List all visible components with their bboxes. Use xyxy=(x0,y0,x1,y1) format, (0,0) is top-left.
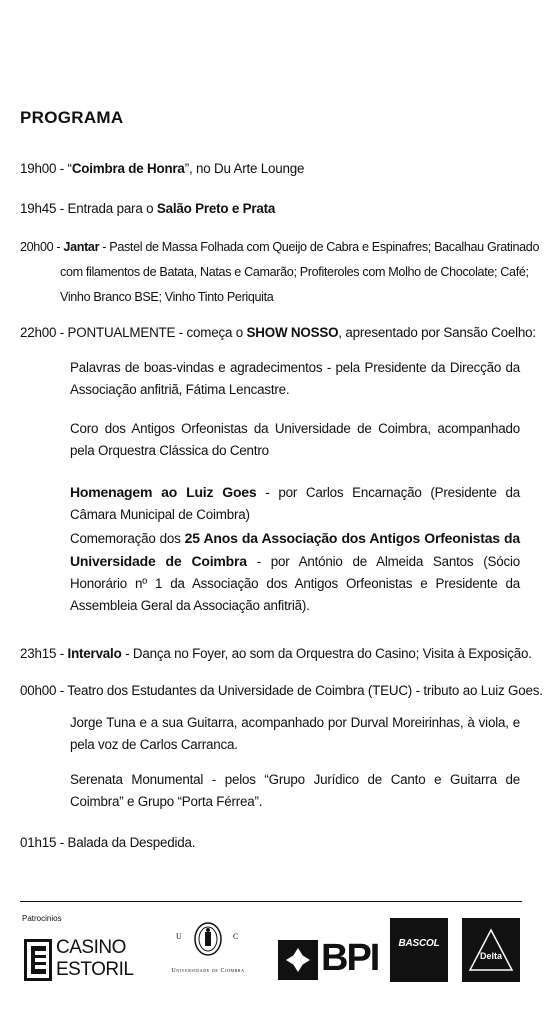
sub-item-welcome: Palavras de boas-vindas e agradecimentos - pela Presidente da Direcção da Associação anfitriã, Fátima Lencastre. xyxy=(70,360,520,397)
delta-logo xyxy=(462,918,520,982)
item-time: 19h45 - xyxy=(20,201,68,216)
item-time: 00h00 - xyxy=(20,683,68,698)
item-highlight: Coimbra de Honra xyxy=(71,161,185,176)
program-item-0115 xyxy=(20,832,195,854)
uc-name: Universidade de Coimbra xyxy=(171,968,245,974)
casino-estoril-logo xyxy=(24,938,144,982)
bpi-emblem-icon xyxy=(278,940,318,980)
item-highlight: Intervalo xyxy=(67,646,122,661)
item-text-end: , apresentado por Sansão Coelho: xyxy=(338,325,536,340)
bpi-wordmark: BPI xyxy=(321,937,379,979)
sub-item-anniversary xyxy=(70,527,520,617)
casino-location: ESTORIL xyxy=(56,959,134,980)
bascol-logo xyxy=(390,918,448,982)
program-item-1945 xyxy=(20,198,275,220)
homage-highlight: Homenagem ao Luiz Goes xyxy=(70,484,257,500)
item-text: PONTUALMENTE - começa o xyxy=(67,325,247,340)
bascol-wordmark: BASCOL xyxy=(398,938,440,949)
item-time: 22h00 - xyxy=(20,325,68,340)
anniversary-text: - por António de Almeida Santos (Sócio Honorário nº 1 da Associação dos Antigos Orfeonistas e Presidente da Assembleia Geral da Associação anfitriã). xyxy=(70,554,520,613)
sub-item-serenade: Serenata Monumental - pelos “Grupo Jurídico de Canto e Guitarra de Coimbra” e Grupo “Porta Férrea”. xyxy=(70,772,520,809)
program-item-2315 xyxy=(20,643,532,665)
delta-wordmark: Delta xyxy=(479,951,502,961)
item-highlight: Salão Preto e Prata xyxy=(156,201,276,216)
program-item-2000-line2: com filamentos de Batata, Natas e Camarão; Profiteroles com Molho de Chocolate; Café; xyxy=(60,265,529,279)
page-title: PROGRAMA xyxy=(20,108,124,127)
item-time: 19h00 - xyxy=(20,161,68,176)
item-text: Teatro dos Estudantes da Universidade de Coimbra (TEUC) - tributo ao Luiz Goes. xyxy=(67,683,543,698)
program-item-0000 xyxy=(20,680,543,702)
item-time: 20h00 - xyxy=(20,240,64,254)
uc-letter-right: C xyxy=(233,932,239,941)
item-time: 23h15 - xyxy=(20,646,68,661)
item-highlight: SHOW NOSSO xyxy=(246,325,339,340)
item-text: - Pastel de Massa Folhada com Queijo de Cabra e Espinafres; Bacalhau Gratinado xyxy=(99,240,540,254)
program-item-1900 xyxy=(20,158,304,180)
delta-triangle-icon xyxy=(462,918,520,982)
uc-seal-icon xyxy=(193,921,223,957)
item-text: Entrada para o xyxy=(67,201,157,216)
casino-name: CASINO xyxy=(56,937,126,958)
program-item-2200 xyxy=(20,322,536,344)
item-text: Balada da Despedida. xyxy=(67,835,196,850)
item-highlight: Jantar xyxy=(63,240,100,254)
bpi-logo xyxy=(278,937,379,982)
casino-emblem-icon xyxy=(24,939,52,981)
sub-item-homage xyxy=(70,481,520,526)
item-text: - Dança no Foyer, ao som da Orquestra do Casino; Visita à Exposição. xyxy=(121,646,532,661)
uc-logo xyxy=(148,921,268,981)
sub-item-guitar: Jorge Tuna e a sua Guitarra, acompanhado por Durval Moreirinhas, à viola, e pela voz de Carlos Carranca. xyxy=(70,715,520,752)
homage-text: - por Carlos Encarnação (Presidente da Câmara Municipal de Coimbra) xyxy=(70,485,520,522)
anniversary-prefix: Comemoração dos xyxy=(70,531,185,546)
sponsors-label: Patrocinios xyxy=(22,914,62,923)
item-time: 01h15 - xyxy=(20,835,68,850)
program-item-2000-line3: Vinho Branco BSE; Vinho Tinto Periquita xyxy=(60,290,274,304)
uc-letter-left: U xyxy=(176,932,182,941)
sub-item-choir: Coro dos Antigos Orfeonistas da Universidade de Coimbra, acompanhado pela Orquestra Clássica do Centro xyxy=(70,421,520,458)
program-item-2000 xyxy=(20,236,539,258)
item-quote-open: “ xyxy=(67,161,72,176)
item-text: ”, no Du Arte Lounge xyxy=(184,161,305,176)
anniversary-highlight: 25 Anos da Associação dos Antigos Orfeonistas da Universidade de Coimbra xyxy=(70,530,520,569)
footer-divider xyxy=(20,901,522,902)
